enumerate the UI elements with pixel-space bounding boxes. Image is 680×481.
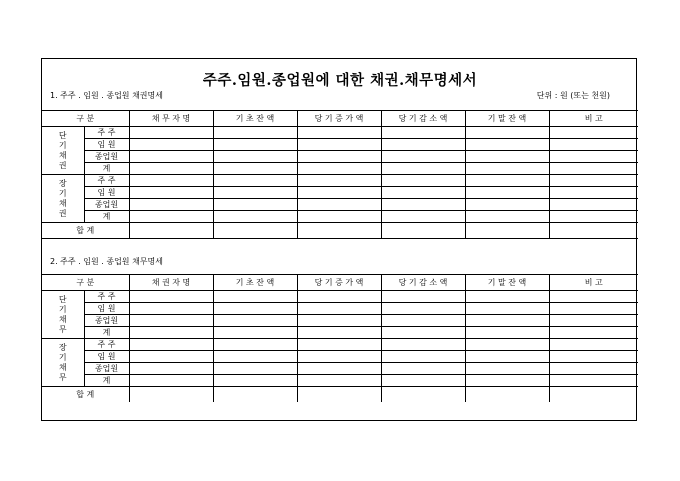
cell-decrease[interactable] (381, 351, 465, 363)
cell-closing[interactable] (465, 375, 549, 387)
cell-name[interactable] (129, 163, 213, 175)
cell-remarks[interactable] (549, 339, 638, 351)
row-label: 종업원 (84, 151, 129, 163)
cell-remarks[interactable] (549, 175, 638, 187)
cell-name[interactable] (129, 339, 213, 351)
cell-remarks[interactable] (549, 187, 638, 199)
header-opening: 기 초 잔 액 (213, 111, 297, 127)
cell-closing[interactable] (465, 387, 549, 403)
cell-opening[interactable] (213, 175, 297, 187)
cell-name[interactable] (129, 315, 213, 327)
cell-decrease[interactable] (381, 303, 465, 315)
cell-opening[interactable] (213, 327, 297, 339)
group-label-long-term-receivables: 장 기 채 권 (42, 175, 84, 223)
receivables-table (42, 110, 638, 239)
row-label: 계 (84, 375, 129, 387)
cell-remarks[interactable] (549, 363, 638, 375)
cell-decrease[interactable] (381, 223, 465, 239)
table-row (42, 139, 638, 151)
header-closing: 기 말 잔 액 (465, 275, 549, 291)
cell-name[interactable] (129, 303, 213, 315)
cell-remarks[interactable] (549, 351, 638, 363)
cell-opening[interactable] (213, 187, 297, 199)
form-page (41, 58, 637, 421)
cell-decrease[interactable] (381, 187, 465, 199)
cell-name[interactable] (129, 291, 213, 303)
unit-note: 단위 : 원 (또는 천원) (536, 91, 610, 100)
cell-opening[interactable] (213, 315, 297, 327)
cell-decrease[interactable] (381, 127, 465, 139)
cell-remarks[interactable] (549, 211, 638, 223)
table-row (42, 303, 638, 315)
cell-remarks[interactable] (549, 139, 638, 151)
cell-opening[interactable] (213, 151, 297, 163)
cell-decrease[interactable] (381, 139, 465, 151)
cell-decrease[interactable] (381, 211, 465, 223)
cell-name[interactable] (129, 211, 213, 223)
table-row (42, 151, 638, 163)
cell-closing[interactable] (465, 199, 549, 211)
cell-opening[interactable] (213, 163, 297, 175)
cell-closing[interactable] (465, 187, 549, 199)
section1-label: 1. 주주 . 임원 . 종업원 채권명세 (50, 91, 163, 100)
row-label: 임 원 (84, 303, 129, 315)
row-label: 주 주 (84, 127, 129, 139)
cell-closing[interactable] (465, 363, 549, 375)
cell-opening[interactable] (213, 199, 297, 211)
table-row (42, 315, 638, 327)
cell-name[interactable] (129, 199, 213, 211)
table-row (42, 163, 638, 175)
row-label: 주 주 (84, 291, 129, 303)
form-title: 주주.임원.종업원에 대한 채권.채무명세서 (202, 72, 478, 89)
header-row (42, 275, 638, 291)
header-remarks: 비 고 (549, 275, 638, 291)
header-increase: 당 기 증 가 액 (297, 275, 381, 291)
cell-name[interactable] (129, 363, 213, 375)
cell-closing[interactable] (465, 127, 549, 139)
cell-name[interactable] (129, 223, 213, 239)
cell-increase[interactable] (297, 291, 381, 303)
cell-name[interactable] (129, 151, 213, 163)
table-row (42, 211, 638, 223)
cell-decrease[interactable] (381, 175, 465, 187)
cell-remarks[interactable] (549, 151, 638, 163)
cell-remarks[interactable] (549, 163, 638, 175)
header-name: 채 무 자 명 (129, 111, 213, 127)
cell-increase[interactable] (297, 187, 381, 199)
row-label: 계 (84, 327, 129, 339)
row-label: 계 (84, 163, 129, 175)
cell-closing[interactable] (465, 339, 549, 351)
cell-remarks[interactable] (549, 223, 638, 239)
cell-remarks[interactable] (549, 127, 638, 139)
group-label-short-term-receivables: 단 기 채 권 (42, 127, 84, 175)
table-row (42, 351, 638, 363)
cell-decrease[interactable] (381, 163, 465, 175)
cell-increase[interactable] (297, 127, 381, 139)
cell-closing[interactable] (465, 223, 549, 239)
cell-name[interactable] (129, 327, 213, 339)
cell-closing[interactable] (465, 151, 549, 163)
header-increase: 당 기 증 가 액 (297, 111, 381, 127)
cell-increase[interactable] (297, 199, 381, 211)
cell-decrease[interactable] (381, 315, 465, 327)
cell-remarks[interactable] (549, 291, 638, 303)
cell-name[interactable] (129, 375, 213, 387)
cell-closing[interactable] (465, 315, 549, 327)
total-row (42, 387, 638, 403)
cell-decrease[interactable] (381, 199, 465, 211)
cell-remarks[interactable] (549, 375, 638, 387)
cell-increase[interactable] (297, 163, 381, 175)
header-name: 채 권 자 명 (129, 275, 213, 291)
table-row (42, 127, 638, 139)
cell-name[interactable] (129, 351, 213, 363)
cell-closing[interactable] (465, 139, 549, 151)
cell-increase[interactable] (297, 375, 381, 387)
cell-opening[interactable] (213, 223, 297, 239)
header-decrease: 당 기 감 소 액 (381, 275, 465, 291)
table-row (42, 327, 638, 339)
cell-increase[interactable] (297, 387, 381, 403)
cell-name[interactable] (129, 127, 213, 139)
cell-name[interactable] (129, 139, 213, 151)
cell-opening[interactable] (213, 387, 297, 403)
row-label: 종업원 (84, 315, 129, 327)
cell-remarks[interactable] (549, 315, 638, 327)
cell-increase[interactable] (297, 175, 381, 187)
header-opening: 기 초 잔 액 (213, 275, 297, 291)
cell-increase[interactable] (297, 139, 381, 151)
cell-opening[interactable] (213, 363, 297, 375)
table-row (42, 363, 638, 375)
cell-name[interactable] (129, 387, 213, 403)
cell-decrease[interactable] (381, 339, 465, 351)
cell-name[interactable] (129, 187, 213, 199)
cell-name[interactable] (129, 175, 213, 187)
cell-opening[interactable] (213, 375, 297, 387)
cell-increase[interactable] (297, 211, 381, 223)
cell-opening[interactable] (213, 139, 297, 151)
total-label: 합 계 (42, 387, 129, 403)
payables-table (42, 274, 638, 402)
header-closing: 기 말 잔 액 (465, 111, 549, 127)
row-label: 종업원 (84, 199, 129, 211)
cell-closing[interactable] (465, 211, 549, 223)
cell-decrease[interactable] (381, 151, 465, 163)
cell-opening[interactable] (213, 339, 297, 351)
cell-increase[interactable] (297, 339, 381, 351)
cell-increase[interactable] (297, 315, 381, 327)
table-row (42, 199, 638, 211)
group-label-short-term-payables: 단 기 채 무 (42, 291, 84, 339)
table-row (42, 375, 638, 387)
cell-increase[interactable] (297, 363, 381, 375)
cell-increase[interactable] (297, 151, 381, 163)
header-category: 구 분 (42, 275, 129, 291)
cell-opening[interactable] (213, 291, 297, 303)
cell-closing[interactable] (465, 327, 549, 339)
table-row (42, 339, 638, 351)
cell-closing[interactable] (465, 303, 549, 315)
table-row (42, 187, 638, 199)
cell-remarks[interactable] (549, 199, 638, 211)
table-row (42, 291, 638, 303)
header-remarks: 비 고 (549, 111, 638, 127)
cell-opening[interactable] (213, 211, 297, 223)
cell-closing[interactable] (465, 291, 549, 303)
total-row (42, 223, 638, 239)
cell-increase[interactable] (297, 223, 381, 239)
cell-remarks[interactable] (549, 303, 638, 315)
cell-decrease[interactable] (381, 291, 465, 303)
cell-decrease[interactable] (381, 387, 465, 403)
cell-remarks[interactable] (549, 387, 638, 403)
cell-increase[interactable] (297, 351, 381, 363)
cell-opening[interactable] (213, 351, 297, 363)
cell-opening[interactable] (213, 303, 297, 315)
row-label: 주 주 (84, 339, 129, 351)
row-label: 종업원 (84, 363, 129, 375)
cell-closing[interactable] (465, 163, 549, 175)
cell-increase[interactable] (297, 303, 381, 315)
section2-label: 2. 주주 . 임원 . 종업원 채무명세 (50, 257, 163, 266)
cell-increase[interactable] (297, 327, 381, 339)
cell-opening[interactable] (213, 127, 297, 139)
cell-decrease[interactable] (381, 327, 465, 339)
row-label: 주 주 (84, 175, 129, 187)
cell-decrease[interactable] (381, 375, 465, 387)
header-category: 구 분 (42, 111, 129, 127)
header-decrease: 당 기 감 소 액 (381, 111, 465, 127)
row-label: 임 원 (84, 187, 129, 199)
cell-remarks[interactable] (549, 327, 638, 339)
cell-decrease[interactable] (381, 363, 465, 375)
total-label: 합 계 (42, 223, 129, 239)
cell-closing[interactable] (465, 175, 549, 187)
row-label: 임 원 (84, 139, 129, 151)
table-row (42, 175, 638, 187)
cell-closing[interactable] (465, 351, 549, 363)
header-row (42, 111, 638, 127)
row-label: 계 (84, 211, 129, 223)
row-label: 임 원 (84, 351, 129, 363)
group-label-long-term-payables: 장 기 채 무 (42, 339, 84, 387)
